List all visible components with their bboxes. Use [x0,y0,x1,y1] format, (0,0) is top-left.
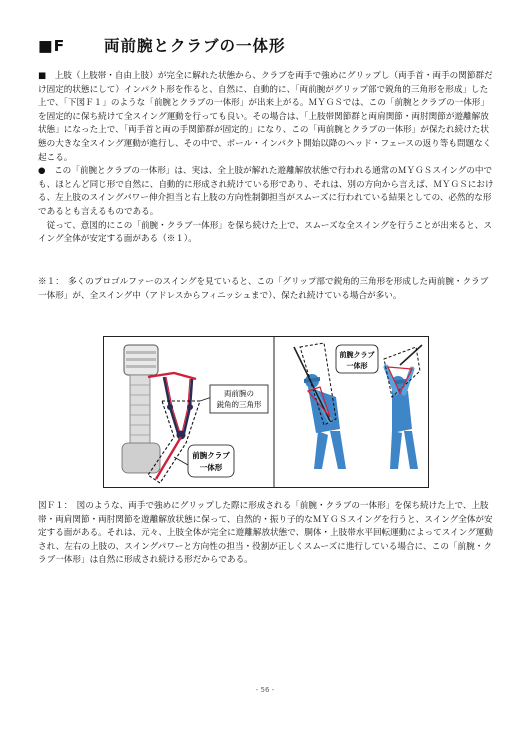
label-unit-right-line1: 前腕クラブ [339,351,375,359]
label-triangle-line2: 鋭角的三角形 [216,400,262,409]
section-title: 両前腕とクラブの一体形 [104,37,286,55]
golfer-top [384,345,422,469]
section-number: ■F [38,37,66,55]
paragraph-3: 従って、意図的にこの「前腕・クラブ一体形」を保ち続けた上で、スムーズな全スイングを行うことが出来ると、スイング全体が安定する面がある（※１）。 [38,220,492,245]
section-heading [38,34,286,56]
label-triangle-line1: 両前腕の [224,389,254,398]
page-number: - 56 - [255,686,275,694]
figure-caption: 図Ｆ１： 図のような、両手で強めにグリップした際に形成される「前腕・クラブの一体形」を保ち続けた上で、上肢帯・両肩関節・両肘関節を遊離解放状態に保って、自然的・振り子的なＭＹＧＳスイングを行うと、スイング全体が安定する面がある。それは、元々、上肢全体が完全に遊離解放状態で、胴体・上肢帯水平回転運動によってスイング運動され、左右の上肢の、スイングパワーと方向性の担当・役割が正しくスムーズに進行している場合に、この「前腕・クラブ一体形」は自然に形成され続ける形だからである。 [38,501,493,566]
label-unit-right [336,345,378,373]
label-unit-left-line1: 前腕クラブ [192,451,230,460]
footnote: ※１： 多くのプロゴルファーのスイングを見ていると、この「グリップ部で鋭角的三角形を形成した両前腕・クラブ一体形」が、全スイング中（アドレスからフィニッシュまで）、保たれ続けている場合が多い。 [38,277,489,301]
label-unit-left-line2: 一体形 [199,463,223,472]
body-text [38,70,496,247]
figure-illustration [104,337,428,487]
label-unit-right-line2: 一体形 [346,362,368,370]
label-unit-left [188,445,234,477]
paragraph-2: ● この「前腕とクラブの一体形」は、実は、全上肢が解れた遊離解放状態で行われる通常のＭＹＧＳスイングの中でも、ほとんど同じ形で自然に、自動的に形成され続けている形であり、それは、別の方向から言えば、ＭＹＧＳにおける、左上肢のスイングパワー伸介担当と右上肢の方向性制御担当がスムーズに行われている結果としての、必然的な形であるとも言えるものである。 [38,166,494,217]
figure-f1 [103,336,429,488]
paragraph-1: ■ 上肢（上肢帯・自由上肢）が完全に解れた状態から、クラブを両手で強めにグリップし（両手首・両手の関節群だけ固定的状態にして）インパクト形を作ると、自然に、自動的に、「両前腕がグリップ部で鋭角的三角形を形成」した上で、「下図Ｆ１」のような「前腕とクラブの一体形」が出来上がる。ＭＹＧＳでは、この「前腕とクラブの一体形」を固定的に保ち続けて全スイング運動を行っても良い。その場合は、「上肢帯関節群と両肩関節・両肘関節が遊離解放状態」になった上で、「両手首と両の手関節群が固定的」になり、この「両前腕とクラブの一体形」が保たれ続けた状態の大きな全スイング運動が進行し、その中で、ボール・インパクト開始以降のヘッド・フェースの返り等も問題なく起こる。 [38,71,493,163]
label-triangle [210,385,268,413]
